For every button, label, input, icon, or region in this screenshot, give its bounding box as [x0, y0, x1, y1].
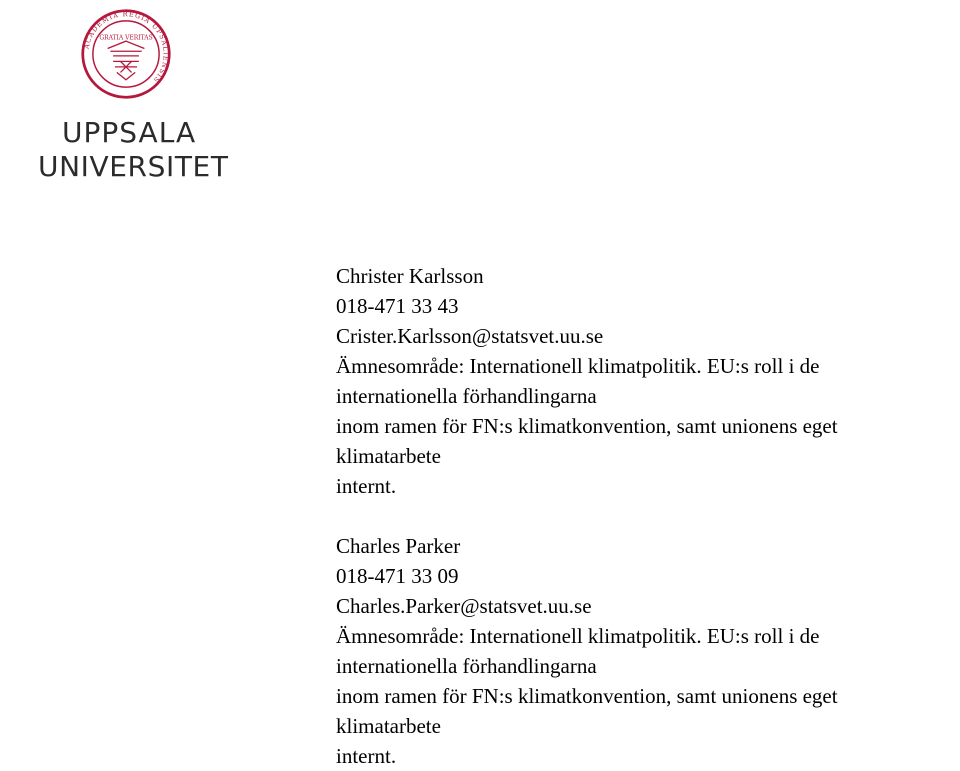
uppsala-university-logo	[36, 8, 229, 183]
contact-area-line: internationella förhandlingarna	[336, 384, 597, 408]
contact-name: Christer Karlsson	[336, 264, 484, 288]
seal-inner-text: GRATIA VERITAS	[99, 34, 153, 42]
contact-email: Crister.Karlsson@statsvet.uu.se	[336, 324, 604, 348]
wordmark-line1: UPPSALA	[62, 116, 197, 149]
contact-area-line: internt.	[336, 744, 397, 768]
contact-email: Charles.Parker@statsvet.uu.se	[336, 594, 592, 618]
contact-area-line: Ämnesområde: Internationell klimatpolitik. EU:s roll i de	[336, 354, 820, 378]
wordmark-line2: UNIVERSITET	[38, 150, 229, 183]
contact-card	[336, 531, 956, 771]
contact-phone: 018-471 33 43	[336, 294, 459, 318]
university-seal-icon	[80, 8, 172, 100]
contact-area-line: klimatarbete	[336, 714, 441, 738]
contact-phone: 018-471 33 09	[336, 564, 459, 588]
seal-ring-text: ACADEMIA REGIA UPSALIENSIS	[82, 10, 170, 85]
contact-card	[336, 261, 956, 501]
contact-area-line: internt.	[336, 474, 397, 498]
contact-area-line: inom ramen för FN:s klimatkonvention, samt unionens eget	[336, 684, 838, 708]
contact-area-line: internationella förhandlingarna	[336, 654, 597, 678]
contact-list	[336, 261, 956, 771]
contact-area-line: klimatarbete	[336, 444, 441, 468]
contact-area-line: Ämnesområde: Internationell klimatpolitik. EU:s roll i de	[336, 624, 820, 648]
contact-name: Charles Parker	[336, 534, 461, 558]
contact-area-line: inom ramen för FN:s klimatkonvention, samt unionens eget	[336, 414, 838, 438]
